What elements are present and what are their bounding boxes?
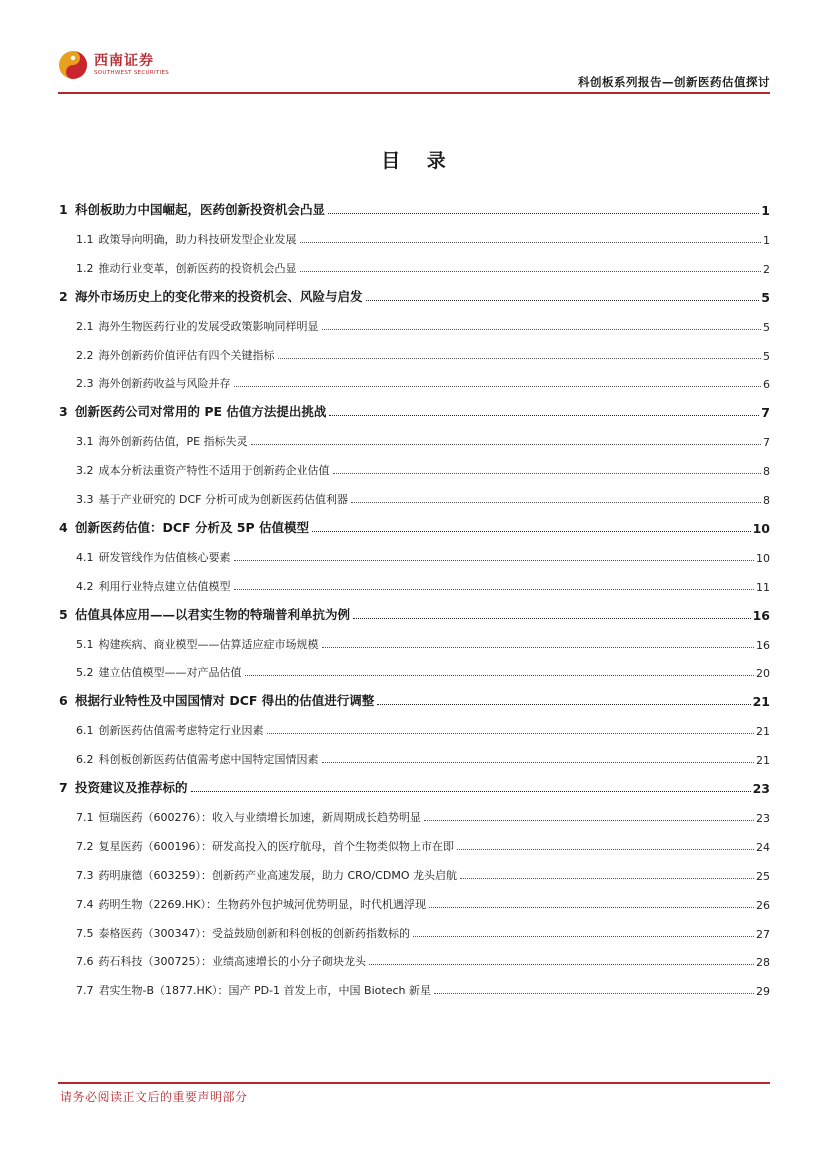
- footer-disclaimer: 请务必阅读正文后的重要声明部分: [60, 1090, 248, 1104]
- toc-page-number: 2: [763, 262, 770, 276]
- toc-entry-label: [76, 491, 348, 507]
- toc-dot-leader: [322, 329, 762, 330]
- toc-section-entry[interactable]: [59, 939, 770, 969]
- toc-heading: 目 录: [381, 150, 456, 172]
- toc-chapter-entry[interactable]: [59, 390, 770, 420]
- toc-entry-number: 6: [59, 693, 68, 709]
- toc-entry-label: [76, 231, 297, 247]
- toc-page-number: 28: [756, 956, 770, 970]
- logo-mark-icon: [58, 50, 88, 80]
- toc-entry-label: [76, 375, 231, 391]
- page-header: [58, 46, 770, 92]
- toc-page-number: 11: [756, 580, 770, 594]
- toc-section-entry[interactable]: [59, 882, 770, 912]
- toc-entry-text: 海外生物医药行业的发展受政策影响同样明显: [98, 319, 319, 333]
- footer-divider: [58, 1082, 770, 1084]
- toc-entry-label: [76, 867, 457, 883]
- toc-entry-number: 3.1: [76, 435, 94, 449]
- toc-dot-leader: [369, 964, 754, 965]
- toc-entry-label: [59, 402, 326, 420]
- toc-entry-label: [76, 318, 319, 334]
- toc-entry-number: 7.4: [76, 897, 94, 911]
- toc-entry-label: [59, 778, 188, 796]
- toc-dot-leader: [191, 791, 751, 792]
- toc-entry-number: 4.2: [76, 579, 94, 593]
- toc-page-number: 6: [763, 378, 770, 392]
- toc-section-entry[interactable]: [59, 824, 770, 854]
- toc-entry-label: [76, 838, 454, 854]
- toc-page-number: 16: [752, 607, 770, 623]
- toc-entry-label: [76, 549, 231, 565]
- report-title: 科创板系列报告—创新医药估值探讨: [578, 75, 770, 89]
- toc-entry-text: 科创板助力中国崛起，医药创新投资机会凸显: [75, 202, 326, 217]
- toc-entry-number: 7.1: [76, 810, 94, 824]
- toc-page-number: 7: [763, 436, 770, 450]
- toc-section-entry[interactable]: [59, 535, 770, 565]
- toc-dot-leader: [278, 358, 762, 359]
- company-logo: [58, 50, 169, 80]
- toc-entry-text: 药明生物（2269.HK）：生物药外包护城河优势明显，时代机遇浮现: [98, 897, 426, 911]
- toc-entry-label: [76, 433, 248, 449]
- toc-entry-label: [76, 260, 297, 276]
- toc-entry-text: 科创板创新医药估值需考虑中国特定国情因素: [98, 753, 319, 767]
- toc-page-number: 10: [752, 520, 770, 536]
- toc-entry-label: [76, 722, 264, 738]
- toc-chapter-entry[interactable]: [59, 766, 770, 796]
- toc-entry-number: 2.3: [76, 377, 94, 391]
- toc-dot-leader: [234, 386, 762, 387]
- toc-dot-leader: [234, 560, 755, 561]
- toc-page-number: 1: [761, 203, 770, 218]
- toc-entry-number: 2: [59, 288, 68, 304]
- toc-entry-number: 1.2: [76, 261, 94, 275]
- toc-page-number: 5: [763, 320, 770, 334]
- toc-page-number: 24: [756, 840, 770, 854]
- toc-section-entry[interactable]: [59, 333, 770, 363]
- toc-entry-text: 投资建议及推荐标的: [75, 780, 188, 795]
- toc-entry-number: 3.2: [76, 464, 94, 478]
- toc-entry-text: 君实生物-B（1877.HK）：国产 PD-1 首发上市，中国 Biotech 新星: [98, 984, 431, 998]
- toc-entry-number: 5.2: [76, 666, 94, 680]
- toc-entry-number: 5.1: [76, 637, 94, 651]
- toc-dot-leader: [434, 993, 754, 994]
- toc-entry-text: 基于产业研究的 DCF 分析可成为创新医药估值利器: [98, 493, 348, 506]
- toc-dot-leader: [460, 878, 754, 879]
- toc-entry-number: 2.1: [76, 319, 94, 333]
- toc-dot-leader: [251, 444, 761, 445]
- toc-dot-leader: [300, 242, 762, 243]
- toc-entry-text: 构建疾病、商业模型——估算适应症市场规模: [98, 637, 319, 651]
- toc-section-entry[interactable]: [59, 853, 770, 883]
- toc-entry-label: [76, 809, 421, 825]
- toc-entry-number: 2.2: [76, 348, 94, 362]
- toc-entry-text: 海外市场历史上的变化带来的投资机会、风险与启发: [75, 288, 363, 304]
- toc-entry-label: [76, 636, 319, 652]
- toc-section-entry[interactable]: [59, 564, 770, 594]
- toc-page-number: 21: [752, 694, 770, 710]
- toc-page-number: 5: [763, 349, 770, 363]
- toc-entry-number: 7.3: [76, 868, 94, 882]
- toc-section-entry[interactable]: [59, 217, 770, 247]
- toc-dot-leader: [413, 936, 754, 937]
- toc-page-number: 21: [756, 754, 770, 768]
- logo-chinese-name: 西南证券: [94, 53, 154, 69]
- toc-entry-label: [59, 605, 350, 623]
- toc-entry-text: 政策导向明确，助力科技研发型企业发展: [98, 232, 297, 246]
- toc-entry-text: 泰格医药（300347）：受益鼓励创新和科创板的创新药指数标的: [98, 926, 410, 940]
- toc-entry-label: [76, 982, 431, 998]
- toc-page-number: 8: [763, 494, 770, 507]
- toc-entry-number: 7.7: [76, 984, 94, 998]
- toc-dot-leader: [322, 762, 755, 763]
- toc-entry-number: 3: [59, 404, 68, 420]
- toc-entry-label: [76, 462, 330, 478]
- toc-page-number: 5: [761, 289, 770, 305]
- toc-page-number: 26: [756, 898, 770, 912]
- header-divider: [58, 92, 770, 94]
- toc-dot-leader: [300, 271, 762, 272]
- toc-entry-text: 研发管线作为估值核心要素: [98, 550, 231, 564]
- toc-entry-text: 成本分析法重资产特性不适用于创新药企业估值: [98, 464, 330, 478]
- toc-entry-text: 根据行业特性及中国国情对 DCF 得出的估值进行调整: [75, 693, 375, 709]
- toc-page-number: 1: [763, 233, 770, 247]
- toc-entry-text: 创新医药估值需考虑特定行业因素: [98, 724, 264, 738]
- toc-chapter-entry[interactable]: [59, 593, 770, 623]
- toc-section-entry[interactable]: [59, 419, 770, 449]
- toc-chapter-entry[interactable]: [59, 506, 770, 536]
- toc-dot-leader: [267, 733, 755, 734]
- toc-entry-number: 7.6: [76, 955, 94, 969]
- toc-page-number: 23: [756, 811, 770, 825]
- toc-section-entry[interactable]: [59, 650, 770, 680]
- toc-entry-label: [76, 751, 319, 767]
- toc-entry-label: [59, 287, 363, 305]
- toc-page-number: 29: [756, 985, 770, 999]
- toc-entry-number: 5: [59, 606, 68, 622]
- toc-section-entry[interactable]: [59, 361, 770, 391]
- toc-entry-text: 创新医药估值：DCF 分析及 5P 估值模型: [75, 519, 310, 535]
- toc-page-number: 27: [756, 927, 770, 941]
- toc-entry-text: 海外创新药价值评估有四个关键指标: [98, 348, 275, 362]
- toc-chapter-entry[interactable]: [59, 275, 770, 305]
- toc-page-number: 25: [756, 869, 770, 883]
- logo-english-name: SOUTHWEST SECURITIES: [94, 70, 170, 76]
- toc-entry-label: [76, 664, 242, 680]
- toc-entry-label: [59, 200, 325, 218]
- toc-dot-leader: [351, 502, 761, 503]
- toc-entry-label: [59, 691, 374, 709]
- toc-section-entry[interactable]: [59, 795, 770, 825]
- toc-section-entry[interactable]: [59, 708, 770, 738]
- toc-entry-text: 恒瑞医药（600276）：收入与业绩增长加速，新周期成长趋势明显: [98, 810, 421, 824]
- toc-entry-label: [76, 953, 366, 969]
- toc-dot-leader: [457, 849, 754, 850]
- toc-entry-label: [59, 518, 309, 536]
- toc-dot-leader: [245, 675, 755, 676]
- toc-entry-number: 7.5: [76, 926, 94, 940]
- toc-entry-text: 复星医药（600196）：研发高投入的医疗航母，首个生物类似物上市在即: [98, 839, 454, 853]
- toc-section-entry[interactable]: [59, 448, 770, 478]
- toc-entry-text: 药明康德（603259）：创新药产业高速发展，助力 CRO/CDMO 龙头启航: [98, 868, 457, 882]
- toc-dot-leader: [377, 704, 750, 705]
- toc-entry-text: 建立估值模型——对产品估值: [98, 666, 242, 680]
- toc-dot-leader: [429, 907, 754, 908]
- toc-entry-label: [76, 925, 410, 941]
- toc-entry-text: 药石科技（300725）：业绩高速增长的小分子砌块龙头: [98, 955, 366, 969]
- toc-dot-leader: [424, 820, 754, 821]
- toc-entry-text: 推动行业变革，创新医药的投资机会凸显: [98, 261, 297, 275]
- toc-entry-number: 6.1: [76, 724, 94, 738]
- toc-entry-text: 估值具体应用——以君实生物的特瑞普利单抗为例: [75, 606, 351, 622]
- toc-section-entry[interactable]: [59, 477, 770, 507]
- toc-page-number: 20: [756, 667, 770, 681]
- toc-entry-number: 7: [59, 780, 68, 795]
- toc-entry-label: [76, 578, 231, 594]
- toc-entry-text: 海外创新药估值，PE 指标失灵: [98, 435, 248, 449]
- toc-entry-label: [76, 896, 426, 912]
- toc-dot-leader: [234, 589, 755, 590]
- toc-page-number: 8: [763, 465, 770, 479]
- toc-entry-number: 3.3: [76, 493, 94, 506]
- toc-section-entry[interactable]: [59, 622, 770, 652]
- toc-page-number: 16: [756, 638, 770, 652]
- toc-page-number: 23: [752, 781, 770, 796]
- toc-page-number: 10: [756, 551, 770, 565]
- toc-dot-leader: [328, 213, 759, 214]
- toc-entry-label: [76, 347, 275, 363]
- toc-entry-text: 利用行业特点建立估值模型: [98, 579, 231, 593]
- toc-entry-number: 4: [59, 519, 68, 535]
- toc-entry-number: 7.2: [76, 839, 94, 853]
- toc-section-entry[interactable]: [59, 246, 770, 276]
- toc-section-entry[interactable]: [59, 304, 770, 334]
- toc-entry-number: 1.1: [76, 232, 94, 246]
- toc-entry-number: 4.1: [76, 550, 94, 564]
- toc-chapter-entry[interactable]: [59, 188, 770, 218]
- toc-dot-leader: [322, 647, 755, 648]
- toc-entry-text: 海外创新药收益与风险并存: [98, 377, 231, 391]
- toc-dot-leader: [366, 300, 760, 301]
- toc-page-number: 21: [756, 725, 770, 739]
- toc-dot-leader: [353, 618, 751, 619]
- toc-section-entry[interactable]: [59, 737, 770, 767]
- toc-chapter-entry[interactable]: [59, 679, 770, 709]
- toc-dot-leader: [329, 415, 759, 416]
- toc-page-number: 7: [761, 405, 770, 421]
- toc-section-entry[interactable]: [59, 968, 770, 998]
- toc-dot-leader: [333, 473, 762, 474]
- toc-entry-text: 创新医药公司对常用的 PE 估值方法提出挑战: [75, 404, 327, 420]
- toc-dot-leader: [312, 531, 751, 532]
- toc-entry-number: 1: [59, 202, 68, 217]
- toc-entry-number: 6.2: [76, 753, 94, 767]
- toc-section-entry[interactable]: [59, 911, 770, 941]
